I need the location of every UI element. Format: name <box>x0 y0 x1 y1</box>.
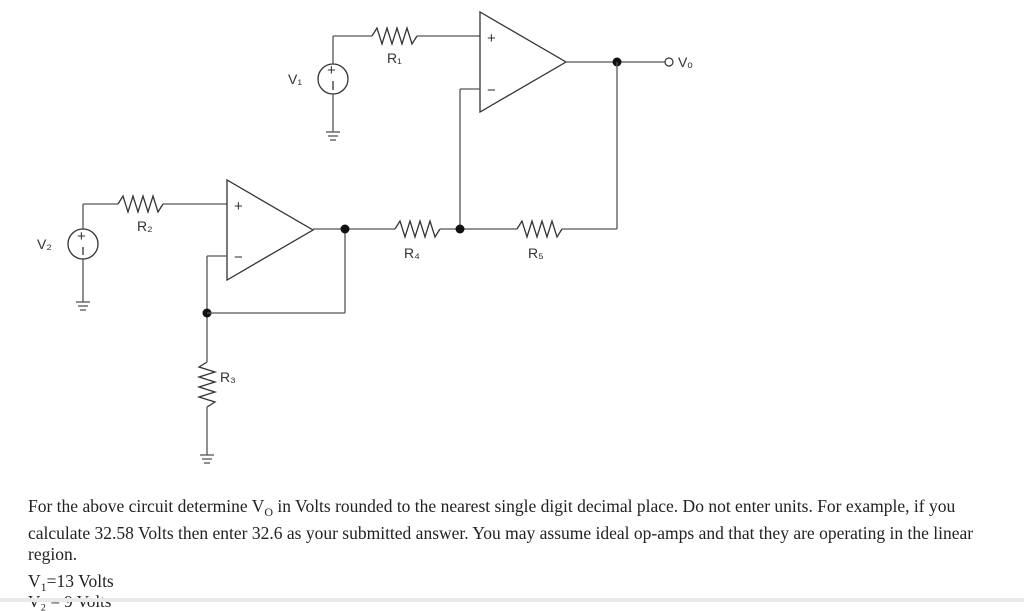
bottom-edge-bar <box>0 598 1024 602</box>
v1-plus-sign: + <box>327 62 336 79</box>
ground-v1 <box>326 132 340 140</box>
vo-terminal <box>665 58 673 66</box>
ground-v2 <box>76 302 90 310</box>
r4-r5-node <box>456 225 465 234</box>
v1-label: V₁ <box>288 71 303 87</box>
op-amp-1-output-node <box>341 225 350 234</box>
r2-resistor <box>118 196 163 212</box>
r3-resistor <box>199 362 215 407</box>
op-amp-2-minus: − <box>487 82 496 99</box>
op-amp-1-minus: − <box>234 249 243 266</box>
r5-label: R₅ <box>528 245 544 261</box>
ground-r3 <box>200 455 214 463</box>
r5-resistor <box>517 221 562 237</box>
given-v1-var: V <box>28 571 41 591</box>
vo-subscript: O <box>264 505 274 519</box>
op-amp-1-plus: + <box>234 198 243 215</box>
r1-label: R₁ <box>387 50 402 66</box>
v2-source <box>68 228 98 259</box>
v1-source <box>318 62 348 94</box>
given-v1-sub: 1 <box>40 580 47 594</box>
r3-label: R₃ <box>220 369 236 385</box>
r2-label: R₂ <box>137 218 153 234</box>
v2-label: V₂ <box>37 236 52 252</box>
op-amp-2-plus: + <box>487 30 496 47</box>
problem-statement <box>28 496 988 598</box>
r4-label: R₄ <box>404 245 420 261</box>
op-amp-1 <box>227 180 313 280</box>
given-v1-value: =13 Volts <box>46 571 114 591</box>
r1-resistor <box>372 28 417 44</box>
given-v1 <box>28 571 988 598</box>
op-amp-2 <box>480 12 566 112</box>
problem-text-start: For the above circuit determine V <box>28 496 265 516</box>
vo-label: Vₒ <box>678 54 693 70</box>
problem-text-rest: in Volts rounded to the nearest single digit decimal place. Do not enter units. For example, if you calculate 32.58 Volts then enter 32.6 as your submitted answer. You may assume ideal op-amps and that they are operating in the linear region. <box>28 496 974 564</box>
r4-resistor <box>395 221 440 237</box>
problem-text <box>28 496 988 565</box>
v2-plus-sign: + <box>77 228 86 245</box>
